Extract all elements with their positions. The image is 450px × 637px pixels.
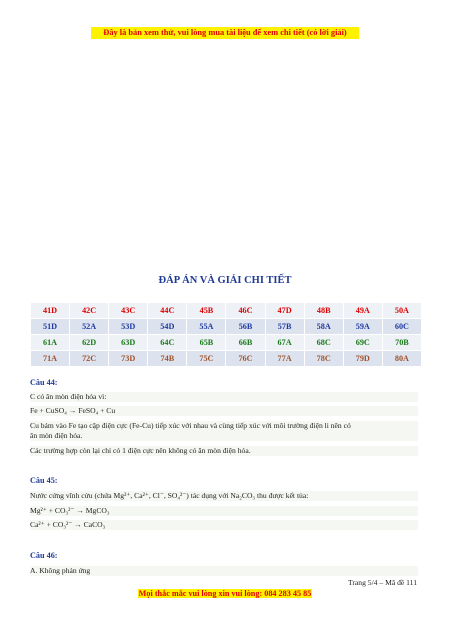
answer-table <box>30 302 422 367</box>
answer-cell: 68C <box>304 335 343 351</box>
answer-cell: 44C <box>148 303 187 319</box>
contact-text: Mọi thắc mắc vui lòng xin vui lòng: 084 283 45 85 <box>138 589 312 598</box>
answer-cell: 62D <box>70 335 109 351</box>
answer-cell: 53D <box>109 319 148 335</box>
answer-cell: 50A <box>382 303 421 319</box>
answer-row <box>31 335 422 351</box>
page-title: ĐÁP ÁN VÀ GIẢI CHI TIẾT <box>158 275 292 286</box>
preview-banner: Đây là bản xem thử, vui lòng mua tài liệu để xem chi tiết (có lời giải) <box>91 27 359 39</box>
answer-cell: 78C <box>304 351 343 367</box>
answer-cell: 42C <box>70 303 109 319</box>
q44-line-4: Các trường hợp còn lại chỉ có 1 điện cực nên không có ăn mòn điện hóa. <box>30 446 418 456</box>
answer-cell: 52A <box>70 319 109 335</box>
answer-cell: 64C <box>148 335 187 351</box>
answer-row <box>31 319 422 335</box>
answer-cell: 65B <box>187 335 226 351</box>
q44-line-3b: ăn mòn điện hóa. <box>30 431 418 441</box>
contact-line <box>0 589 450 598</box>
answer-cell: 76C <box>226 351 265 367</box>
question-44-title: Câu 44: <box>30 378 58 387</box>
answer-cell: 58A <box>304 319 343 335</box>
answer-cell: 43C <box>109 303 148 319</box>
answer-cell: 79D <box>343 351 382 367</box>
answer-cell: 73D <box>109 351 148 367</box>
answer-cell: 55A <box>187 319 226 335</box>
answer-cell: 69C <box>343 335 382 351</box>
answer-cell: 56B <box>226 319 265 335</box>
q44-line-1: C có ăn mòn điện hóa vì: <box>30 392 418 402</box>
answer-cell: 47D <box>265 303 304 319</box>
answer-cell: 49A <box>343 303 382 319</box>
answer-cell: 67A <box>265 335 304 351</box>
answer-cell: 72C <box>70 351 109 367</box>
answer-cell: 61A <box>31 335 70 351</box>
answer-cell: 57B <box>265 319 304 335</box>
answer-cell: 77A <box>265 351 304 367</box>
answer-cell: 45B <box>187 303 226 319</box>
answer-cell: 74B <box>148 351 187 367</box>
answer-cell: 70B <box>382 335 421 351</box>
answer-cell: 80A <box>382 351 421 367</box>
page-number: Trang 5/4 – Mã đề 111 <box>348 578 417 587</box>
q44-line-3a: Cu bám vào Fe tạo cặp điện cực (Fe-Cu) tiếp xúc với nhau và cùng tiếp xúc với môi trường điện li nên có <box>30 421 418 431</box>
answer-cell: 54D <box>148 319 187 335</box>
answer-cell: 41D <box>31 303 70 319</box>
answer-cell: 60C <box>382 319 421 335</box>
answer-row <box>31 303 422 319</box>
answer-cell: 59A <box>343 319 382 335</box>
question-45-title: Câu 45: <box>30 476 58 485</box>
q44-line-2: Fe + CuSO₄ → FeSO₄ + Cu <box>30 406 418 416</box>
answer-cell: 48B <box>304 303 343 319</box>
answer-cell: 75C <box>187 351 226 367</box>
q45-line-1: Nước cứng vĩnh cửu (chứa Mg²⁺, Ca²⁺, Cl⁻, SO₄²⁻) tác dụng với Na₂CO₃ thu được kết tủa: <box>30 491 418 501</box>
q45-line-3: Ca²⁺ + CO₃²⁻ → CaCO₃ <box>30 520 418 530</box>
answer-cell: 51D <box>31 319 70 335</box>
answer-cell: 46C <box>226 303 265 319</box>
answer-cell: 71A <box>31 351 70 367</box>
answer-cell: 66B <box>226 335 265 351</box>
answer-cell: 63D <box>109 335 148 351</box>
answer-row <box>31 351 422 367</box>
question-46-title: Câu 46: <box>30 551 58 560</box>
q45-line-2: Mg²⁺ + CO₃²⁻ → MgCO₃ <box>30 506 418 516</box>
q46-line-1: A. Không phản ứng <box>30 566 418 576</box>
